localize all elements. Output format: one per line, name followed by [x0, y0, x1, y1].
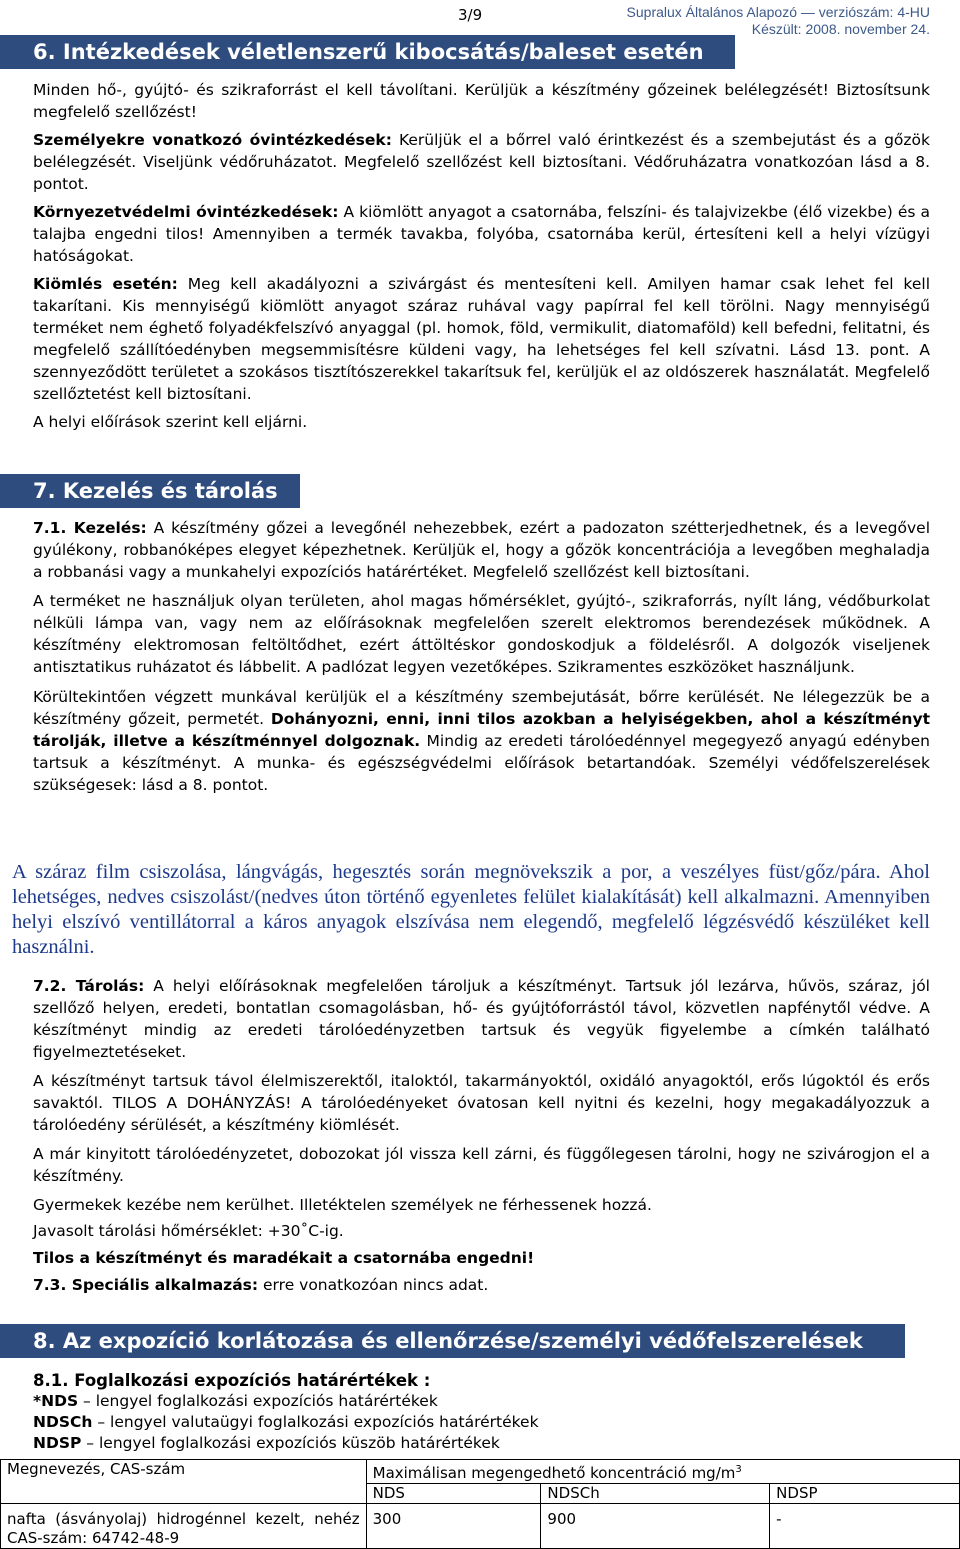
header-meta	[627, 4, 930, 38]
section-6-heading: 6. Intézkedések véletlenszerű kibocsátás/baleset esetén	[0, 35, 735, 69]
s73-paragraph	[33, 1274, 930, 1296]
subheader-ndsch: NDSCh	[541, 1484, 770, 1504]
document-date: Készült: 2008. november 24.	[751, 21, 930, 37]
s73-label: 7.3. Speciális alkalmazás:	[33, 1276, 259, 1294]
s71-text: A készítmény gőzei a levegőnél nehezebbek, ezért a padozaton szétterjedhetnek, és a levegővel gyúlékony, robbanóképes elegyet képezhetnek. Kerüljük el, hogy a gőzök koncentrációja a levegőben meghaladja a robbanási vagy a munkahelyi expozíciós határértéket. Megfelelő szellőzést kell biztosítani.	[33, 519, 930, 581]
s7-paragraph-5: A készítményt tartsuk távol élelmiszerektől, italoktól, takarmányoktól, oxidáló anyagoktól, erős lúgoktól és erős savaktól. TILOS A DOHÁNYZÁS! A tárolóedényeket óvatosan kell nyitni és kezelni, hogy megakadályozzuk a tárolóedény sérülését, a készítmény kiömlését.	[33, 1072, 930, 1134]
col-concentration-header	[366, 1460, 959, 1484]
def-nds-text: – lengyel foglalkozási expozíciós határértékek	[78, 1392, 438, 1410]
s6-env-label: Környezetvédelmi óvintézkedések:	[33, 203, 339, 221]
def-nds-label: *NDS	[33, 1392, 79, 1410]
s7-paragraph-6: A már kinyitott tárolóedényzetet, dobozokat jól vissza kell zárni, és függőlegesen tárolni, hogy ne szivárogjon el a készítmény.	[33, 1145, 930, 1185]
s7-p3-bold: Dohányozni, enni, inni tilos azokban a helyiségekben, ahol a készítményt tárolják, illetve a készítménnyel dolgoznak.	[33, 710, 930, 750]
table-row	[1, 1504, 960, 1549]
page-number: 3/9	[458, 6, 483, 24]
s7-paragraph-2: A terméket ne használjuk olyan területen, ahol magas hőmérséklet, gyújtó-, szikraforrás, nyílt láng, védőburkolat nélküli lámpa van, vagy nem az előírásoknak megfelelően szerelt elektromos berendezések működnek. A készítmény elektromosan feltöltődhet, ezért áttöltéskor gondoskodjuk a földelésről. A dolgozók viseljenek antisztatikus ruházatot és lábbelit. A padlózat legyen vezetőképes. Szikramentes eszközöket használjunk.	[33, 592, 930, 676]
s71-paragraph	[33, 517, 930, 583]
def-nds	[33, 1391, 930, 1412]
def-ndsch	[33, 1412, 930, 1433]
row-substance-name: nafta (ásványolaj) hidrogénnel kezelt, nehéz CAS-szám: 64742-48-9	[1, 1504, 367, 1549]
concentration-header-sup: 3	[735, 1464, 742, 1475]
s7-p3-a: Körültekintően végzett munkával kerüljük el a készítmény szembejutását, bőrre kerülését. Ne lélegezzük be a készítmény gőzeit, permetét.	[33, 688, 930, 728]
def-ndsch-label: NDSCh	[33, 1413, 93, 1431]
section-6-body	[33, 79, 930, 433]
section-8-body	[33, 1370, 930, 1454]
s81-heading: 8.1. Foglalkozási expozíciós határértékek :	[33, 1371, 431, 1390]
s6-personal-label: Személyekre vonatkozó óvintézkedések:	[33, 131, 392, 149]
s6-env-text: A kiömlött anyagot a csatornába, felszíni- és talajvizekbe (élő vizekbe) és a talajba engedni tilos! Amennyiben a termék tavakba, folyóba, csatornába kerül, értesíteni kell a helyi vízügyi hatóságokat.	[33, 203, 930, 265]
s7-paragraph-7: Gyermekek kezébe nem kerülhet. Illetéktelen személyek ne férhessenek hozzá.	[33, 1196, 652, 1214]
row-value-ndsch: 900	[541, 1504, 770, 1549]
s7-serif-paragraph: A száraz film csiszolása, lángvágás, hegesztés során megnövekszik a por, a veszélyes füst/gőz/pára. Ahol lehetséges, nedves csiszolást/(nedves úton történő egyenletes felület kialakítását) kell alkalmazni. Amennyiben helyi elszívó ventillátorral a káros anyagok elszívása nem elegendő, megfelelő légzésvédő készüléket kell használni.	[12, 861, 930, 958]
subheader-ndsp: NDSP	[770, 1484, 960, 1504]
s6-paragraph-environment	[33, 201, 930, 267]
def-ndsp	[33, 1433, 930, 1454]
concentration-header-text: Maximálisan megengedhető koncentráció mg/m	[372, 1464, 736, 1482]
table-header-row	[1, 1460, 960, 1484]
section-7-storage	[33, 975, 930, 1296]
s72-text: A helyi előírásoknak megfelelően tároljuk a készítményt. Tartsuk jól lezárva, hűvös, száraz, jól szellőző helyen, eredeti, bontatlan csomagolásban, hő- és gyújtóforrástól távol, közvetlen napfénytől védve. A készítményt mindig az eredeti tárolóedényzetben tartsuk és vegyük figyelembe a címkén található figyelmeztetéseket.	[33, 977, 930, 1061]
s6-paragraph-local: A helyi előírások szerint kell eljárni.	[33, 413, 308, 431]
s6-paragraph-spill	[33, 273, 930, 405]
section-8-heading: 8. Az expozíció korlátozása és ellenőrzése/személyi védőfelszerelések	[0, 1324, 905, 1358]
def-ndsch-text: – lengyel valutaügyi foglalkozási expozíciós határértékek	[92, 1413, 539, 1431]
s6-spill-label: Kiömlés esetén:	[33, 275, 178, 293]
s7-paragraph-3	[33, 686, 930, 796]
s7-paragraph-9: Tilos a készítményt és maradékait a csatornába engedni!	[33, 1249, 535, 1267]
def-ndsp-label: NDSP	[33, 1434, 82, 1452]
product-version: Supralux Általános Alapozó — verziószám: 4-HU	[626, 4, 930, 20]
s73-text: erre vonatkozóan nincs adat.	[258, 1276, 489, 1294]
row-value-ndsp: -	[770, 1504, 960, 1549]
subheader-nds: NDS	[366, 1484, 541, 1504]
s7-p3-b: Mindig az eredeti tárolóedénnyel megegyező anyagú edényben tartsuk a készítményt. A munka- és egészségvédelmi előírások betartandóak. Személyi védőfelszerelések szükségesek: lásd a 8. pontot.	[33, 732, 931, 794]
s6-paragraph-1: Minden hő-, gyújtó- és szikraforrást el kell távolítani. Kerüljük a készítmény gőzeinek belélegzését! Biztosítsunk megfelelő szellőzést!	[33, 81, 930, 121]
section-7-heading: 7. Kezelés és tárolás	[0, 474, 300, 508]
row-value-nds: 300	[366, 1504, 541, 1549]
s7-paragraph-8: Javasolt tárolási hőmérséklet: +30˚C-ig.	[33, 1222, 344, 1240]
s6-personal-text: Kerüljük el a bőrrel való érintkezést és a szembejutást és a gőzök belélegzését. Viseljünk védőruházatot. Megfelelő szellőzést kell biztosítani. Védőruházatra vonatkozóan lásd a 8. pontot.	[33, 131, 930, 193]
def-ndsp-text: – lengyel foglalkozási expozíciós küszöb határértékek	[81, 1434, 500, 1452]
s72-label: 7.2. Tárolás:	[33, 977, 145, 995]
s6-paragraph-personal	[33, 129, 930, 195]
exposure-limits-table	[0, 1459, 960, 1549]
s71-label: 7.1. Kezelés:	[33, 519, 147, 537]
s72-paragraph	[33, 975, 930, 1063]
col-name-header: Megnevezés, CAS-szám	[1, 1460, 367, 1504]
s6-spill-text: Meg kell akadályozni a szivárgást és mentesíteni kell. Amilyen hamar csak lehet fel kell takarítani. Kis mennyiségű kiömlött anyagot száraz ruhával vagy papírral fel kell törölni. Nagy mennyiségű terméket nem éghető folyadékfelszívó anyaggal (pl. homok, föld, vermikulit, diatomaföld) kell befedni, felitatni, és megfelelő szállítóedényben megsemmisítésre küldeni vagy, ha lehetséges fel kell szívatni. Lásd 13. pont. A szennyeződött területet a szokásos tisztítószerekkel takarítsuk fel, kerüljük el az oldószerek használatát. Megfelelő szellőztetést kell biztosítani.	[33, 275, 931, 403]
section-7-body	[33, 517, 930, 796]
